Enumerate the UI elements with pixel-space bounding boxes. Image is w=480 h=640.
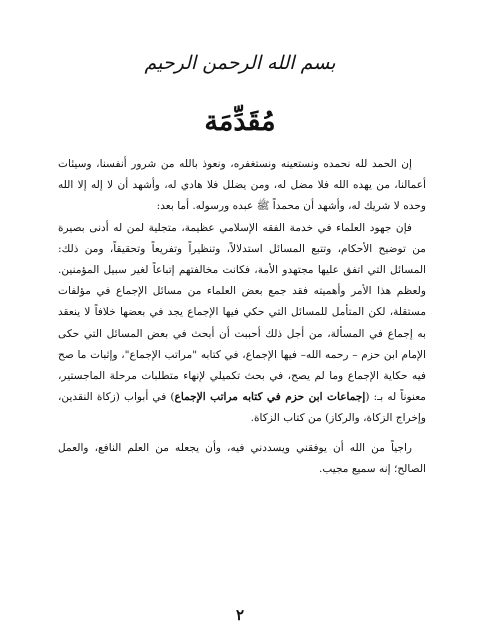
page-number: ٢ [235, 606, 245, 624]
paragraph-main-text: فإن جهود العلماء في خدمة الفقه الإسلامي عظيمة، متجلية لمن له أدنى بصيرة من توضيح الأحكام، وتتبع المسائل استدلالاً، وتنظيراً وتفريعاً وتحقيقاً، ومن ذلك: المسائل التي اتفق عليها مجتهدو الأمة، فكانت مخالفتهم إتباعاً لغير سبيل المؤمنين. ولعظم هذا الأمر وأهميته فقد جمع بعض العلماء من مسائل الإجماع في مؤلفات مستقلة، لكن المتأمل للمسائل التي حكي فيها الإجماع يجد في بعضها خلافاً لا ينعقد به إجماع في المسألة، من أجل ذلك أحببت أن أبحث في بعض المسائل التي حكى الإمام ابن حزم – رحمه الله– فيها الإجماع، في كتابه "مراتب الإجماع"، وإثبات ما صح فيه حكاية الإجماع وما لم يصح، في بحث تكميلي لإنهاء متطلبات مرحلة الماجستير، معنوناً له بـ: ( [58, 221, 426, 404]
body-text [58, 154, 426, 480]
paragraph-main [58, 218, 426, 430]
paragraph-closing: راجياً من الله أن يوفقني ويسددني فيه، وأن يجعله من العلم النافع، والعمل الصالح؛ إنه سميع مجيب. [58, 441, 426, 475]
basmala: بسم الله الرحمن الرحيم [144, 52, 336, 74]
page-heading: مُقَدِّمَة [204, 106, 276, 137]
research-title: إجماعات ابن حزم في كتابه مراتب الإجماع [174, 391, 366, 404]
research-title-rest: ) في أبواب (زكاة النقدين، وإخراج الزكاة، والركاز) من كتاب الزكاة. [58, 391, 426, 425]
paragraph-opening: إن الحمد لله نحمده ونستعينه ونستغفره، ونعوذ بالله من شرور أنفسنا، وسيئات أعمالنا، من يهده الله فلا مضل له، ومن يضلل فلا هادي له، وأشهد أن لا إله إلا الله وحده لا شريك له، وأشهد أن محمداً ﷺ عبده ورسوله. أما بعد: [58, 158, 426, 213]
